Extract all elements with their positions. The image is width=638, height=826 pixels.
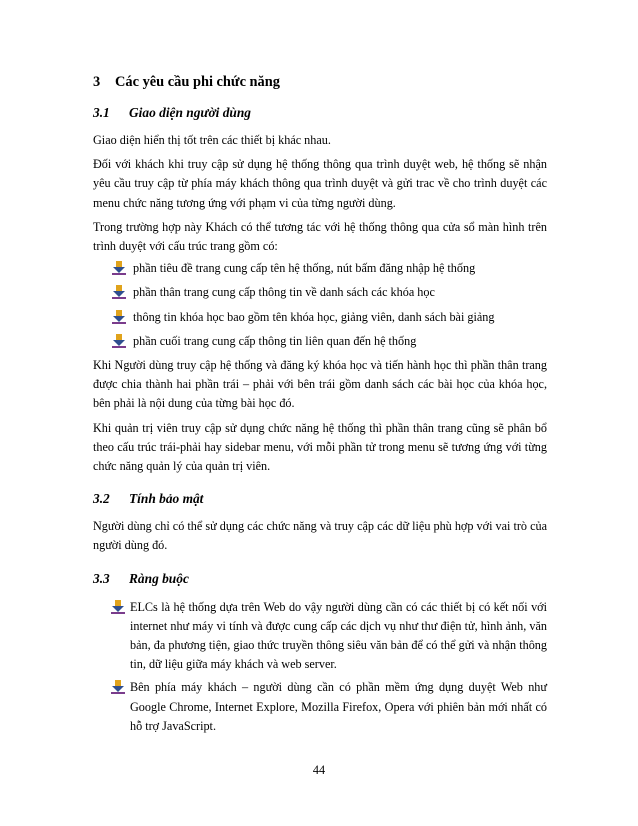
subsection-title: Ràng buộc: [129, 570, 189, 586]
list-item-text: thông tin khóa học bao gồm tên khóa học, giảng viên, danh sách bài giảng: [133, 309, 495, 324]
section-heading: [93, 72, 547, 92]
subsection-heading-ui: [93, 103, 547, 123]
subsection-heading-constraints: [93, 569, 547, 589]
paragraph: Đối với khách khi truy cập sử dụng hệ thống thông qua trình duyệt web, hệ thống sẽ nhận yêu cầu truy cập từ phía máy khách thông qua trình duyệt và gửi trac về cho trình duyệt các menu chức năng tương ứng với phạm vi của từng người dùng.: [93, 157, 547, 210]
subsection-title: Tính bảo mật: [129, 491, 204, 507]
paragraph: Giao diện hiển thị tốt trên các thiết bị khác nhau.: [93, 133, 331, 147]
list-item: [93, 678, 547, 736]
subsection-title: Giao diện người dùng: [129, 105, 251, 120]
subsection-number: 3.2: [93, 491, 110, 507]
arrow-down-bullet-icon: [112, 285, 126, 299]
arrow-down-bullet-icon: [112, 261, 126, 275]
section-number: 3: [93, 74, 101, 90]
list-item: [93, 598, 547, 675]
arrow-down-bullet-icon: [112, 310, 126, 324]
list-item: [93, 259, 547, 278]
page-number: 44: [312, 763, 326, 777]
list-item-text: Bên phía máy khách – người dùng cần có phần mềm ứng dụng duyệt Web như Google Chrome, Internet Explore, Mozilla Firefox, Opera với phiên bản mới nhất có hỗ trợ JavaScript.: [130, 680, 547, 733]
list-item-text: phần cuối trang cung cấp thông tin liên quan đến hệ thống: [133, 333, 417, 348]
constraints-list: [93, 598, 547, 736]
subsection-heading-security: [93, 489, 547, 509]
paragraph: Người dùng chỉ có thể sử dụng các chức năng và truy cập các dữ liệu phù hợp với vai trò của người dùng đó.: [93, 519, 547, 553]
paragraph: Khi quản trị viên truy cập sử dụng chức năng hệ thống thì phần thân trang cũng sẽ phân bổ theo cấu trúc trái-phải hay sidebar menu, với mỗi phần tử trong menu sẽ tương ứng với từng chức năng quản lý của quản trị viên.: [93, 420, 547, 474]
arrow-down-bullet-icon: [111, 600, 125, 614]
list-item-text: phần thân trang cung cấp thông tin về danh sách các khóa học: [133, 285, 435, 300]
arrow-down-bullet-icon: [112, 334, 126, 348]
page-structure-list: [93, 259, 547, 351]
paragraph: Trong trường hợp này Khách có thể tương tác với hệ thống thông qua cửa sổ màn hình trên trình duyệt với cấu trúc trang gồm có:: [93, 219, 547, 254]
list-item: [93, 283, 547, 302]
paragraph: Khi Người dùng truy cập hệ thống và đăng ký khóa học và tiến hành học thì phần thân trang được chia thành hai phần trái – phải với bên trái gồm danh sách các bài học của khóa học, bên phải là nội dung của từng bài học đó.: [93, 358, 547, 411]
section-title: Các yêu cầu phi chức năng: [115, 74, 280, 90]
arrow-down-bullet-icon: [111, 680, 125, 694]
list-item: [93, 332, 547, 351]
page-content: [93, 72, 547, 740]
subsection-number: 3.1: [93, 105, 110, 120]
list-item-text: phần tiêu đề trang cung cấp tên hệ thống, nút bấm đăng nhập hệ thống: [133, 261, 476, 276]
list-item-text: ELCs là hệ thống dựa trên Web do vậy người dùng cần có các thiết bị có kết nối với internet như máy vi tính và được cung cấp các dịch vụ như thư điện tử, hình ảnh, văn bản, đa phương tiện, giao thức truyền thông siêu văn bản để có thể gửi và nhận thông tin, dữ liệu giữa máy khách và web server.: [130, 599, 547, 672]
list-item: [93, 308, 547, 327]
subsection-number: 3.3: [93, 570, 110, 586]
